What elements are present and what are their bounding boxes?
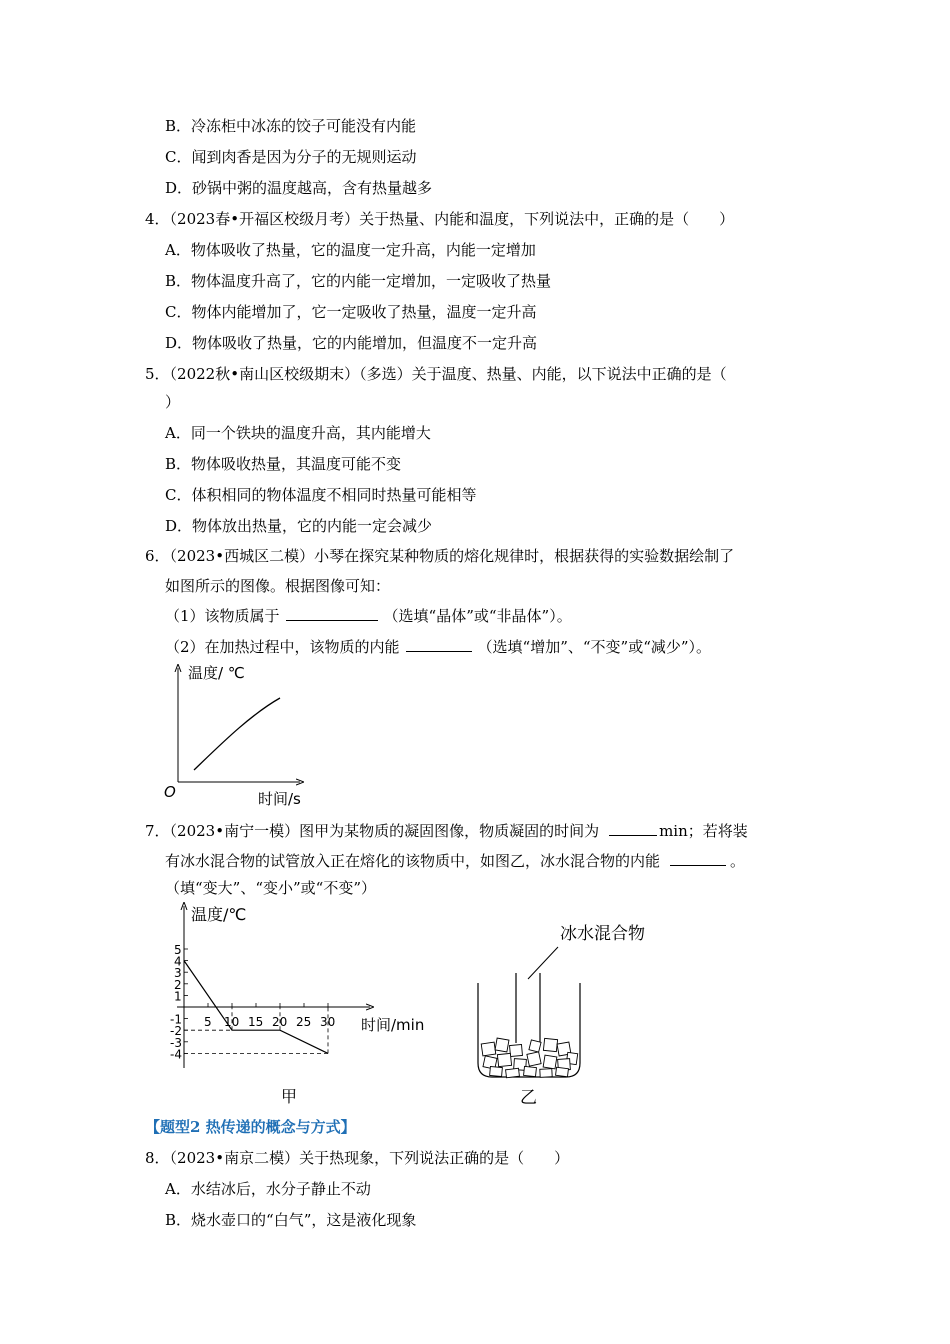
jia-x-tick-label: 25	[296, 1015, 312, 1029]
question-4-stem: 4．（2023春•开福区校级月考）关于热量、内能和温度，下列说法中，正确的是（ ）	[145, 210, 735, 228]
jia-x-label: 时间/min	[361, 1016, 425, 1034]
section-heading: 【题型2 热传递的概念与方式】	[145, 1118, 356, 1136]
jia-y-tick-label: 3	[174, 966, 182, 981]
q7-cont-a: 有冰水混合物的试管放入正在熔化的该物质中，如图乙，冰水混合物的内能	[165, 852, 661, 870]
q5-option-a: A．同一个铁块的温度升高，其内能增大	[165, 424, 431, 442]
q7-blank-2[interactable]	[670, 850, 726, 866]
jia-x-tick-label: 5	[204, 1015, 212, 1029]
yi-label: 冰水混合物	[560, 924, 645, 944]
option-d: D．砂锅中粥的温度越高，含有热量越多	[165, 179, 433, 197]
q6-blank-2[interactable]	[406, 636, 472, 652]
question-7-stem-cont	[165, 850, 745, 871]
q6-curve	[194, 698, 280, 770]
q6-origin: O	[164, 783, 176, 801]
ice-cube	[497, 1053, 511, 1066]
ice-cube	[529, 1040, 541, 1052]
q7-figure-yi	[470, 915, 660, 1110]
question-6-stem-cont: 如图所示的图像。根据图像可知：	[165, 577, 391, 595]
q6-x-label: 时间/s	[258, 790, 301, 808]
q5-option-d: D．物体放出热量，它的内能一定会减少	[165, 517, 433, 535]
q6-y-label: 温度/ ℃	[188, 664, 245, 682]
ice-cube	[540, 1069, 552, 1078]
jia-y-ticks	[170, 943, 188, 1061]
option-b: B．冷冻柜中冰冻的饺子可能没有内能	[165, 117, 417, 135]
q7-stem-b: min；若将装	[659, 822, 748, 840]
ice-cube	[543, 1055, 557, 1069]
question-7-stem	[145, 820, 748, 841]
jia-y-tick-label: 5	[174, 943, 182, 957]
jia-y-tick-label: -1	[170, 1012, 182, 1027]
ice-cube	[524, 1066, 537, 1076]
question-5-stem: 5．（2022秋•南山区校级期末）（多选）关于温度、热量、内能，以下说法中正确的是（	[145, 365, 727, 383]
q4-option-c: C．物体内能增加了，它一定吸收了热量，温度一定升高	[165, 303, 537, 321]
jia-y-tick-label: 1	[174, 989, 182, 1004]
jia-y-tick-label: -4	[170, 1047, 182, 1062]
jia-y-tick-label: -2	[170, 1024, 182, 1039]
ice-cube	[495, 1038, 509, 1052]
question-5-stem-cont: ）	[165, 393, 181, 411]
jia-y-tick-label: -3	[170, 1035, 182, 1050]
q7-cont-b: 。	[730, 852, 746, 870]
jia-y-tick-label: 4	[174, 954, 182, 969]
q5-option-c: C．体积相同的物体温度不相同时热量可能相等	[165, 486, 477, 504]
question-6-stem: 6．（2023•西城区二模）小琴在探究某种物质的熔化规律时，根据获得的实验数据绘制了	[145, 547, 735, 565]
q8-option-a: A．水结冰后，水分子静止不动	[165, 1180, 371, 1198]
q6-graph	[160, 660, 330, 810]
ice-cube	[481, 1042, 496, 1056]
jia-y-label: 温度/℃	[191, 905, 247, 924]
ice-cube	[556, 1067, 569, 1076]
jia-y-tick-label: 2	[174, 977, 182, 992]
jia-x-tick-label: 10	[224, 1015, 240, 1029]
q4-option-d: D．物体吸收了热量，它的内能增加，但温度不一定升高	[165, 334, 538, 352]
jia-x-tick-label: 15	[248, 1015, 264, 1029]
question-7-stem-cont2: （填“变大”、“变小”或“不变”）	[165, 879, 377, 897]
q6-sub2-text-b: （选填“增加”、“不变”或“减少”）。	[477, 638, 712, 656]
q7-stem-a: 7．（2023•南宁一模）图甲为某物质的凝固图像，物质凝固的时间为	[145, 822, 600, 840]
option-c: C．闻到肉香是因为分子的无规则运动	[165, 148, 417, 166]
q4-option-b: B．物体温度升高了，它的内能一定增加，一定吸收了热量	[165, 272, 552, 290]
ice-cube	[527, 1052, 541, 1066]
q6-sub1-text-a: （1）该物质属于	[165, 607, 280, 625]
ice-cube	[490, 1066, 503, 1076]
q6-sub-2	[165, 636, 711, 657]
yi-caption: 乙	[520, 1088, 537, 1108]
question-8-stem: 8．（2023•南京二模）关于热现象，下列说法正确的是（ ）	[145, 1149, 570, 1167]
ice-cube	[543, 1038, 557, 1051]
q6-sub2-text-a: （2）在加热过程中，该物质的内能	[165, 638, 400, 656]
q5-option-b: B．物体吸收热量，其温度可能不变	[165, 455, 402, 473]
jia-x-tick-label: 30	[320, 1015, 336, 1029]
q6-sub1-text-b: （选填“晶体”或“非晶体”）。	[383, 607, 572, 625]
jia-x-tick-label: 20	[272, 1015, 288, 1029]
q7-blank-1[interactable]	[609, 820, 657, 836]
jia-caption: 甲	[281, 1087, 298, 1106]
q6-blank-1[interactable]	[286, 605, 378, 621]
q6-sub-1	[165, 605, 572, 626]
q8-option-b: B．烧水壶口的“白气”，这是液化现象	[165, 1211, 417, 1229]
yi-pointer	[528, 947, 558, 979]
q4-option-a: A．物体吸收了热量，它的温度一定升高，内能一定增加	[165, 241, 536, 259]
ice-cube	[510, 1044, 523, 1056]
yi-ice-cubes	[481, 1038, 577, 1078]
q7-figure-jia	[165, 900, 435, 1110]
ice-cube	[506, 1068, 520, 1078]
